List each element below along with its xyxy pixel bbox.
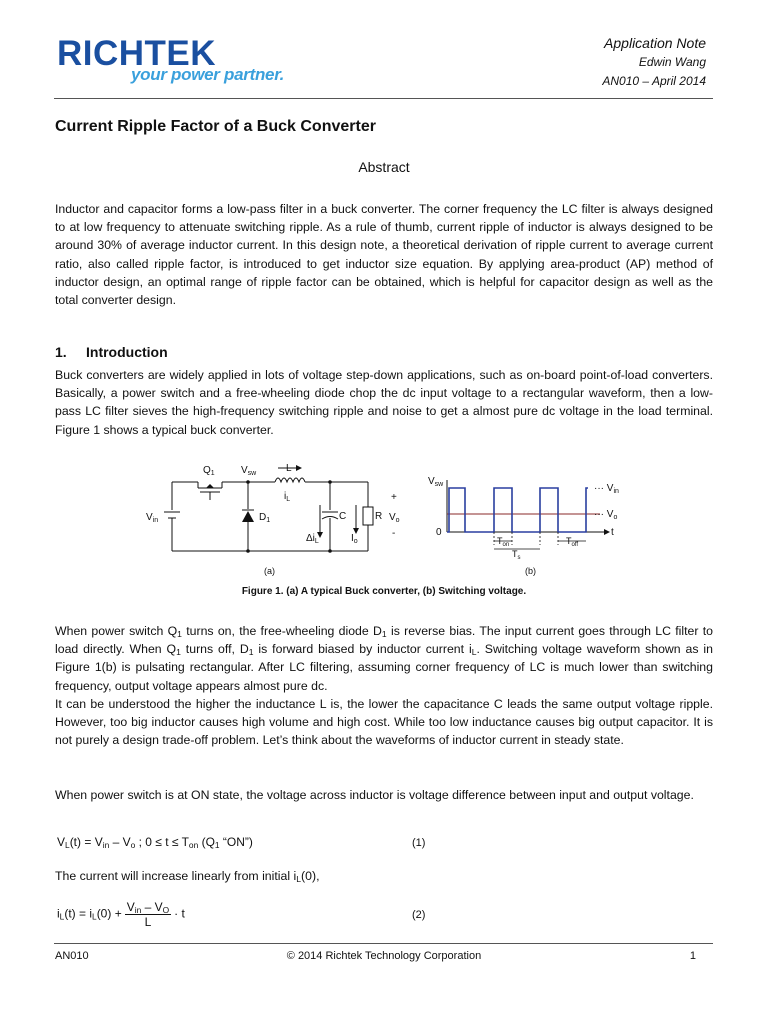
label-c: C	[339, 511, 347, 522]
figure-1	[130, 450, 630, 582]
label-vin: $V_{in}$	[146, 512, 159, 524]
label-dil: $\Delta i_L$	[306, 533, 319, 545]
wave-label-vo: ··· $V_o$	[594, 509, 618, 521]
label-il: $i_L$	[284, 491, 291, 503]
footer-doc-id: AN010	[55, 950, 89, 962]
abstract-text: Inductor and capacitor forms a low-pass filter in a buck converter. The corner frequency the LC filter is always designed to at low frequency to attenuate switching ripple. As a rule of thumb, current ripple of inductor is always designed to be around 30% of average inductor current. In this design note, a theoretical derivation of ripple current to average current ratio, also called ripple factor, is introduced to get inductor size equation. By applying area-product (AP) method of inductor design, an optimal range of ripple factor can be obtained, which is helpful for capacitor design as well as the total converter design.	[55, 202, 713, 308]
label-r: R	[375, 511, 383, 522]
label-io: $I_o$	[351, 533, 358, 545]
paper-title: Current Ripple Factor of a Buck Converter	[55, 118, 376, 135]
wave-label-t: t	[611, 527, 614, 538]
label-vo: $V_o$	[389, 512, 400, 524]
body-paragraph-4: When power switch is at ON state, the voltage across inductor is voltage difference between input and output voltage.	[55, 788, 694, 802]
label-minus: -	[392, 528, 396, 539]
il-arrowhead	[296, 465, 302, 471]
section-number: 1.	[55, 344, 67, 360]
doc-id-date: AN010 – April 2014	[602, 74, 706, 88]
label-b: (b)	[525, 566, 536, 576]
switching-waveform	[428, 476, 619, 576]
equation-1-number: (1)	[412, 837, 426, 849]
footer-copyright: © 2014 Richtek Technology Corporation	[286, 950, 482, 962]
wave-label-zero: 0	[436, 527, 442, 538]
section-title: Introduction	[86, 344, 168, 360]
doc-type: Application Note	[604, 35, 706, 51]
wave-label-ts: $T_s$	[512, 549, 521, 561]
footer-page-number: 1	[689, 950, 696, 962]
equation-1: $V_L(t) = V_{in} - V_o$ ; $0 \le t \le T_{on}$ ($Q_1$ “ON”)	[57, 835, 253, 850]
label-q1: $Q_1$	[203, 465, 215, 477]
label-plus: +	[391, 492, 397, 503]
vsw-pulses	[447, 488, 588, 532]
wave-label-vsw: $V_{sw}$	[428, 476, 444, 488]
intro-paragraph: Buck converters are widely applied in lots of voltage step-down applications, such as on-board point-of-load converters. Basically, a power switch and a free-wheeling diode chop the dc input voltage to a rectangular waveform, then a low-pass LC filter sieves the high-frequency switching ripple and noise to get a almost pure dc voltage in the load terminal. Figure 1 shows a typical buck converter.	[55, 368, 713, 437]
logo-wordmark: RICHTEK	[57, 34, 217, 73]
figure-1-caption: Figure 1. (a) A typical Buck converter, (b) Switching voltage.	[241, 586, 527, 597]
body-paragraph-2: When power switch $Q_1$ turns on, the free-wheeling diode $D_1$ is reverse bias. The input current goes through LC filter to load directly. When $Q_1$ turns off, $D_1$ is forward biased by inductor current $i_L$. Switching voltage waveform shown as in Figure 1(b) is pulsating rectangular. After LC filtering, assuming corner frequency of LC is much lower than switching frequency, output voltage appears almost pure dc. It can be understood the higher the inductance L is, the lower the capacitance C leads the same output voltage ripple. However, too big inductor causes high volume and high cost. While too low inductance causes big output capacitor. It is not purely a design trade-off problem. Let’s think about the waveforms of inductor current in steady state.	[55, 622, 713, 749]
buck-circuit-diagram	[164, 468, 373, 551]
footer-divider	[54, 943, 713, 944]
label-vsw: $V_{sw}$	[241, 465, 257, 477]
equation-2-number: (2)	[412, 909, 426, 921]
wave-label-ton: $T_{on}$	[497, 536, 510, 548]
wave-label-vin: ··· $V_{in}$	[594, 483, 619, 495]
io-arrowhead	[353, 528, 359, 534]
body-paragraph-3: It can be understood the higher the inductance L is, the lower the capacitance C leads the same output voltage ripple. However, too big inductor causes high volume and high cost. While too low inductance causes big output capacitor. It is not purely a design trade-off problem. Let’s think about the waveforms of inductor current in steady state.	[55, 696, 713, 748]
label-l: L	[286, 463, 292, 474]
equation-2: $i_L(t) = i_L(0)$ + $\frac{V_{in} - V_O}{L}$ · t	[57, 900, 185, 929]
author: Edwin Wang	[638, 55, 706, 69]
label-a: (a)	[264, 566, 275, 576]
equation-2-fraction: $\frac{V_{in} - V_O}{L}$	[126, 900, 170, 929]
wave-label-toff: $T_{off}$	[566, 536, 579, 548]
abstract-heading: Abstract	[358, 159, 410, 175]
logo-tagline: your power partner.	[131, 65, 285, 84]
label-d1: $D_1$	[259, 512, 271, 524]
header-divider	[54, 98, 713, 99]
body-paragraph-5: The current will increase linearly from initial $i_L(0)$,	[55, 869, 320, 884]
section-heading-introduction	[55, 344, 168, 360]
